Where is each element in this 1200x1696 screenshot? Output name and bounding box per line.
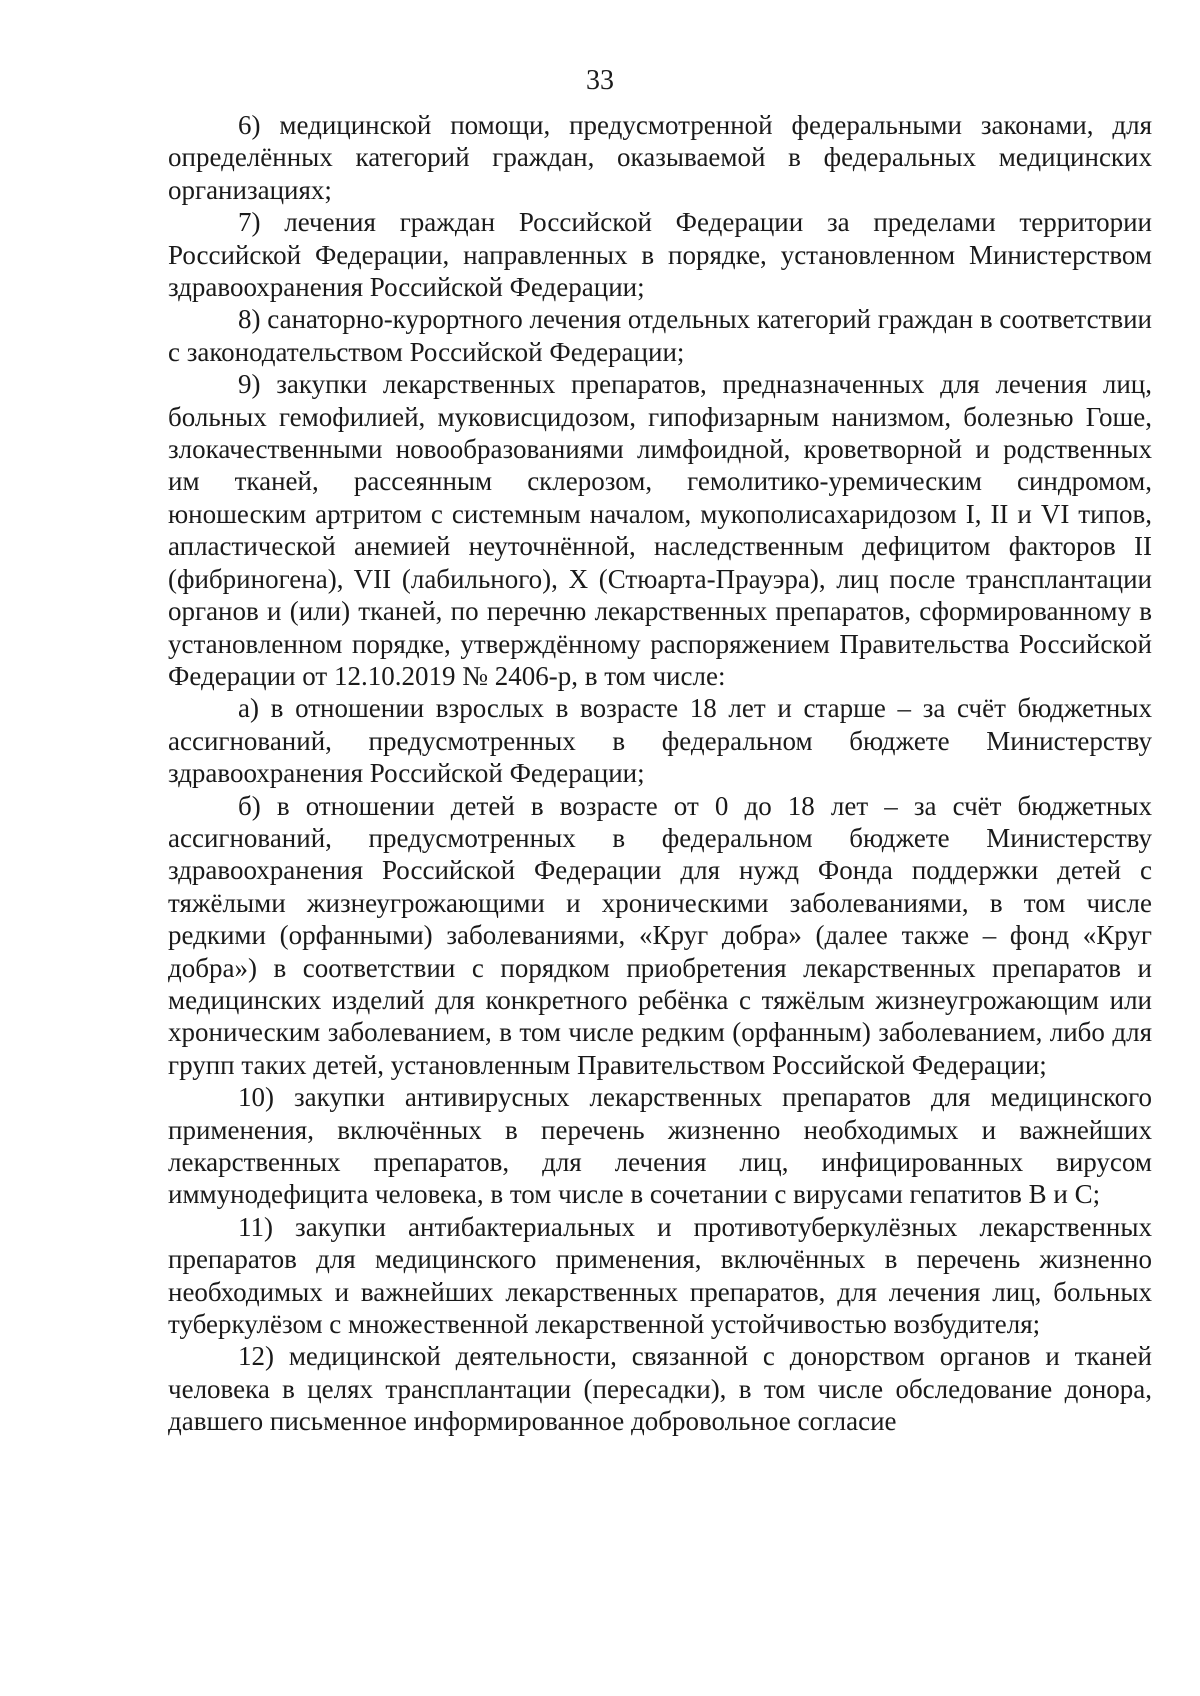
paragraph-item-12: 12) медицинской деятельности, связанной с донорством органов и тканей человека в целях трансплантации (пересадки), в том числе обследование донора, давшего письменное информированное добровольное согласие [168,1341,1152,1437]
paragraph-item-9: 9) закупки лекарственных препаратов, предназначенных для лечения лиц, больных гемофилией, муковисцидозом, гипофизарным нанизмом, болезнью Гоше, злокачественными новообразованиями лимфоидной, кроветворной и родственных им тканей, рассеянным склерозом, гемолитико-уремическим синдромом, юношеским артритом с системным началом, мукополисахаридозом I, II и VI типов, апластической анемией неуточнённой, наследственным дефицитом факторов II (фибриногена), VII (лабильного), X (Стюарта-Прауэра), лиц после трансплантации органов и (или) тканей, по перечню лекарственных препаратов, сформированному в установленном порядке, утверждённому распоряжением Правительства Российской Федерации от 12.10.2019 № 2406-р, в том числе: [168,369,1152,691]
paragraph-item-11: 11) закупки антибактериальных и противотуберкулёзных лекарственных препаратов для медицинского применения, включённых в перечень жизненно необходимых и важнейших лекарственных препаратов, для лечения лиц, больных туберкулёзом с множественной лекарственной устойчивостью возбудителя; [168,1211,1152,1340]
paragraph-item-10: 10) закупки антивирусных лекарственных препаратов для медицинского применения, включённых в перечень жизненно необходимых и важнейших лекарственных препаратов, для лечения лиц, инфицированных вирусом иммунодефицита человека, в том числе в сочетании с вирусами гепатитов B и C; [168,1082,1152,1210]
paragraph-subitem-a: а) в отношении взрослых в возрасте 18 лет и старше – за счёт бюджетных ассигнований, предусмотренных в федеральном бюджете Министерству здравоохранения Российской Федерации; [168,693,1152,789]
paragraph-item-8: 8) санаторно-курортного лечения отдельных категорий граждан в соответствии с законодательством Российской Федерации; [168,304,1152,367]
page-number: 33 [586,65,614,96]
paragraph-subitem-b: б) в отношении детей в возрасте от 0 до 18 лет – за счёт бюджетных ассигнований, предусмотренных в федеральном бюджете Министерству здравоохранения Российской Федерации для нужд Фонда поддержки детей с тяжёлыми жизнеугрожающими и хроническими заболеваниями, в том числе редкими (орфанными) заболеваниями, «Круг добра» (далее также – фонд «Круг добра») в соответствии с порядком приобретения лекарственных препаратов и медицинских изделий для конкретного ребёнка с тяжёлым жизнеугрожающим или хроническим заболеванием, в том числе редким (орфанным) заболеванием, либо для групп таких детей, установленным Правительством Российской Федерации; [168,790,1152,1080]
document-body [168,109,1152,1438]
paragraph-item-6: 6) медицинской помощи, предусмотренной федеральными законами, для определённых категорий граждан, оказываемой в федеральных медицинских организациях; [168,110,1152,205]
paragraph-item-7: 7) лечения граждан Российской Федерации за пределами территории Российской Федерации, направленных в порядке, установленном Министерством здравоохранения Российской Федерации; [168,207,1152,303]
